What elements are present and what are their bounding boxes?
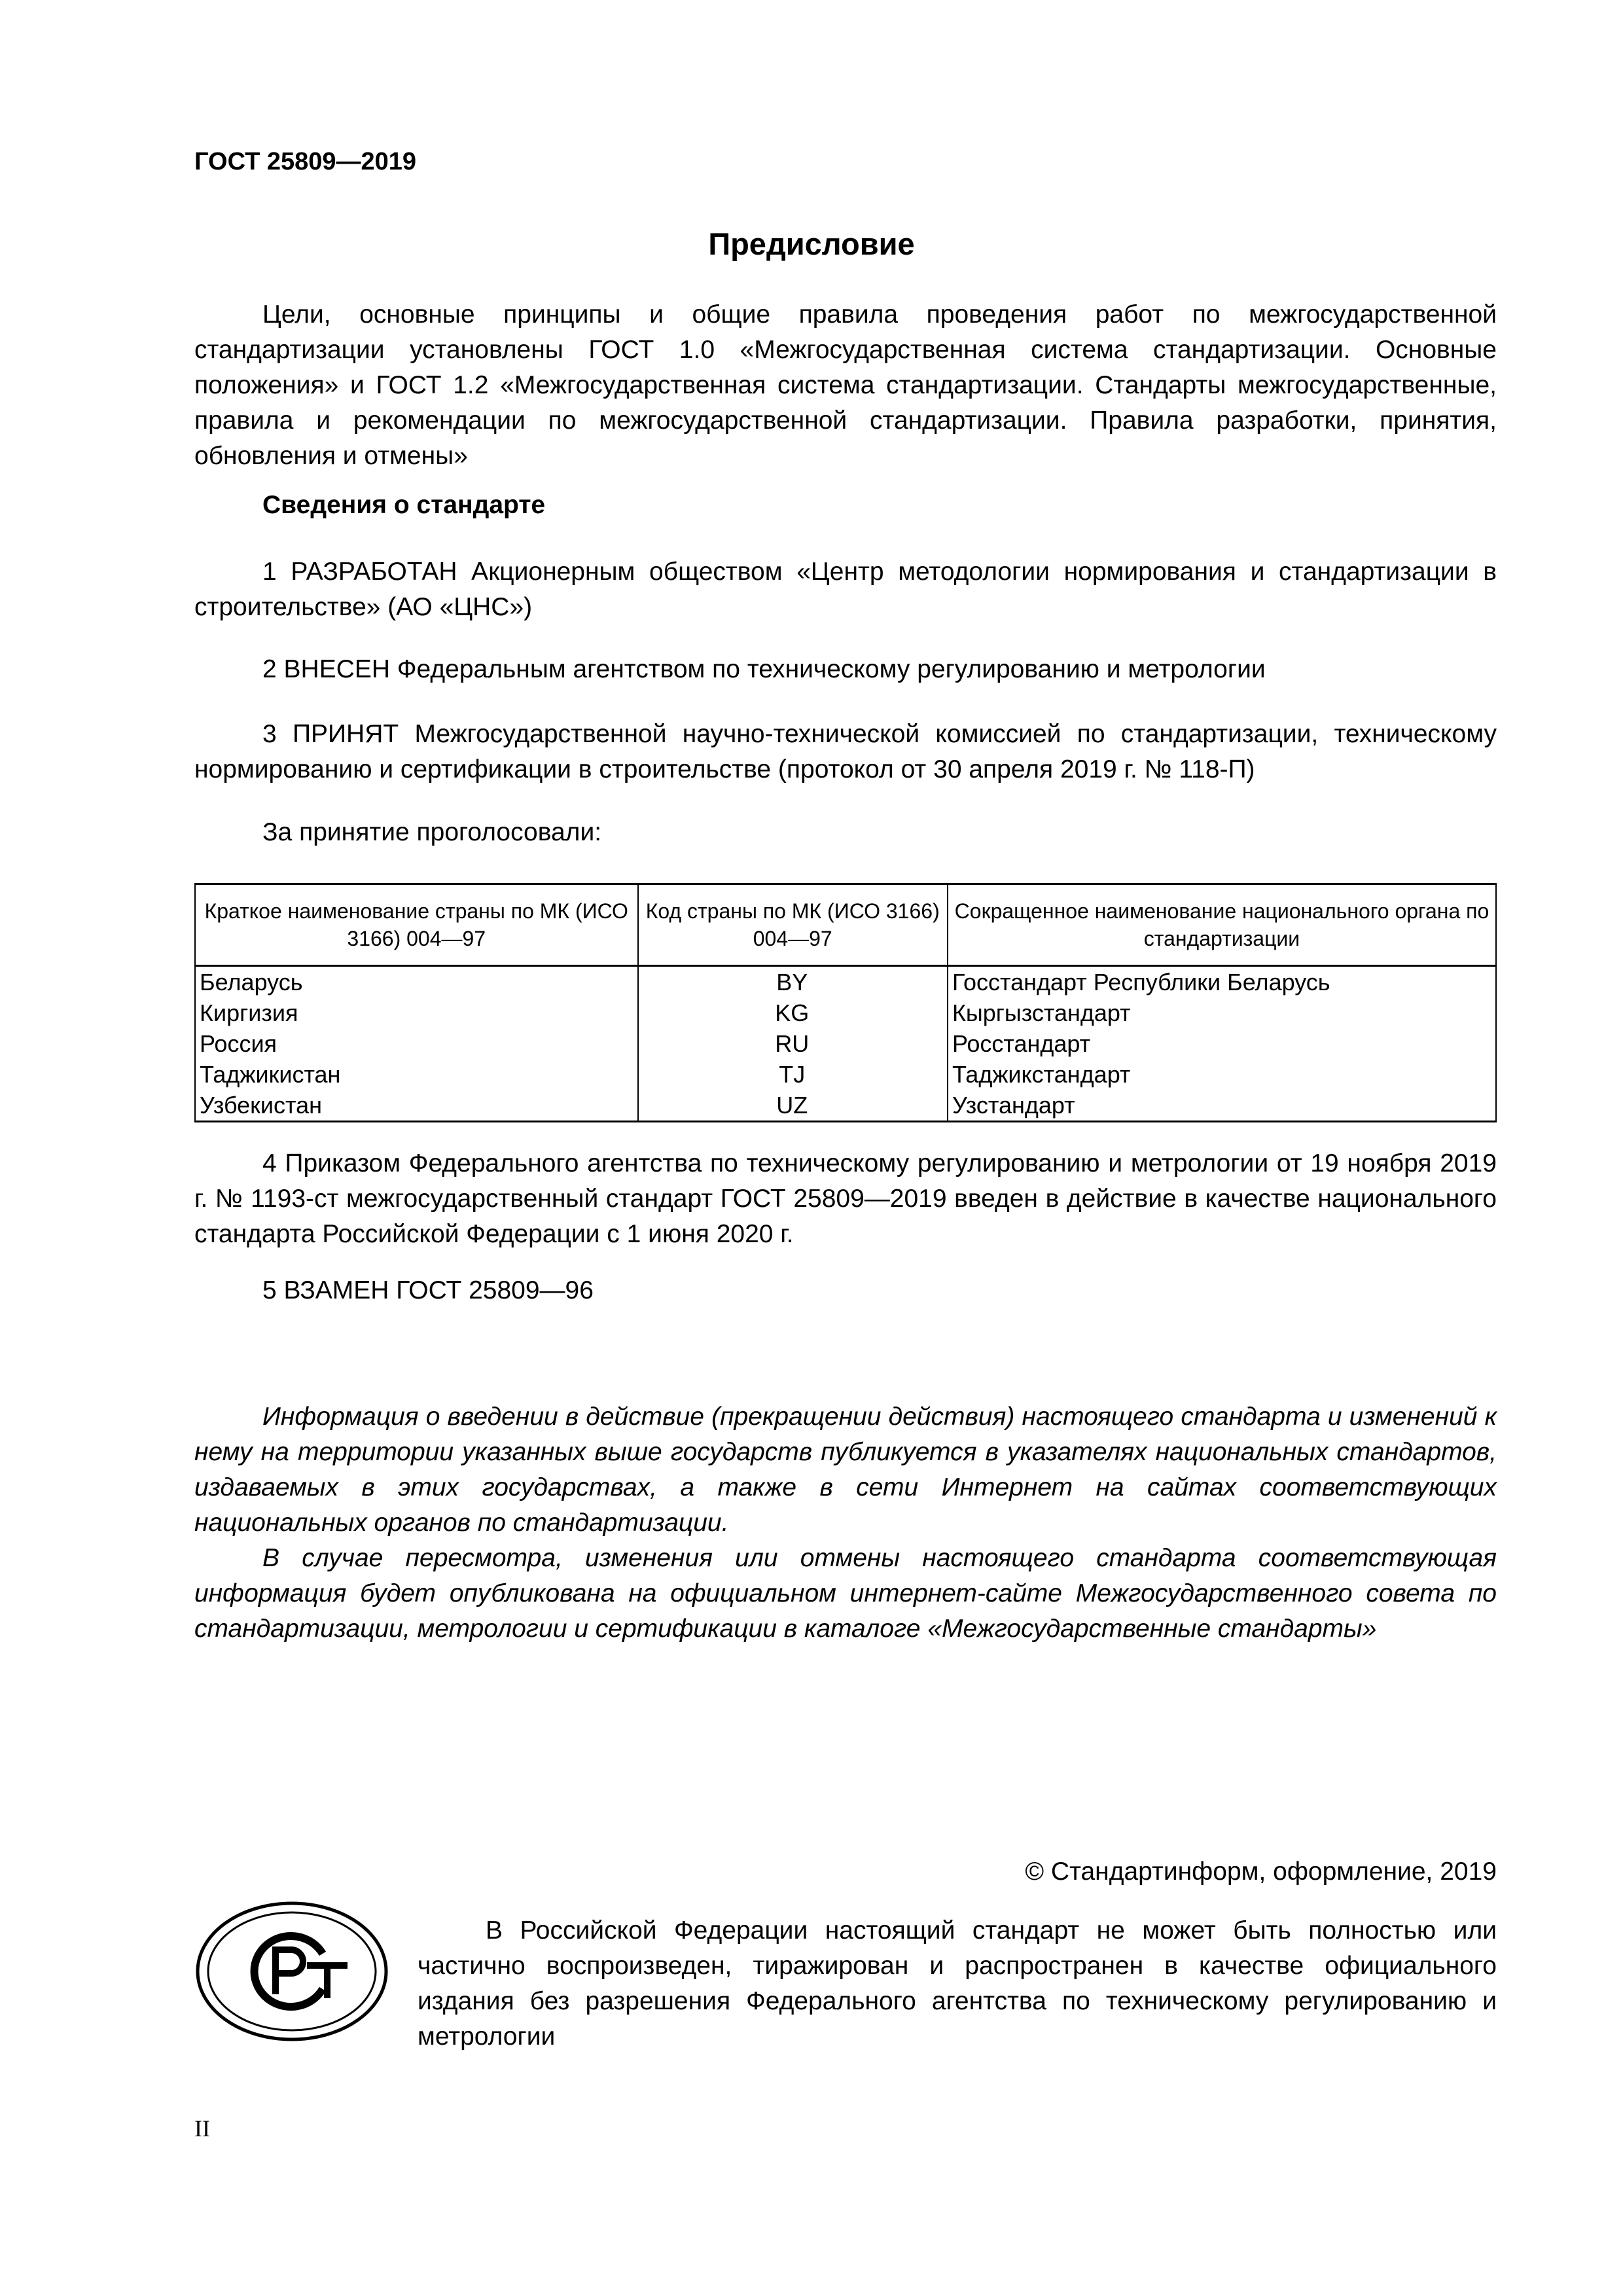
table-cell-code: BY [638,966,948,998]
table-cell-code: UZ [638,1090,948,1122]
table-header-row [195,884,1496,966]
table-cell-code: TJ [638,1059,948,1090]
info-paragraph-2: В случае пересмотра, изменения или отмены настоящего стандарта соответствующая информация будет опубликована на официальном интернет-сайте Межгосударственного совета по стандартизации, метрологии и сертификации в каталоге «Межгосударственные стандарты» [194,1544,1497,1643]
table-cell-country: Россия [195,1028,638,1059]
reproduction-notice: В Российской Федерации настоящий стандарт не может быть полностью или частично воспроизведен, тиражирован и распространен в качестве официального издания без разрешения Федерального агентства по техническому регулированию и метрологии [418,1916,1497,2051]
table-cell-body: Госстандарт Республики Беларусь [948,966,1496,998]
table-cell-country: Киргизия [195,997,638,1028]
table-row [195,997,1496,1028]
table-row [195,1028,1496,1059]
table-cell-country: Узбекистан [195,1090,638,1122]
table-cell-body: Росстандарт [948,1028,1496,1059]
table-cell-country: Таджикистан [195,1059,638,1090]
item-4-order: 4 Приказом Федерального агентства по техническому регулированию и метрологии от 19 ноября 2019 г. № 1193-ст межгосударственный стандарт ГОСТ 25809—2019 введен в действие в качестве национального стандарта Российской Федерации с 1 июня 2020 г. [194,1149,1497,1248]
table-header-body: Сокращенное наименование национального органа по стандартизации [948,884,1496,966]
voting-countries-table [194,883,1497,1122]
table-row [195,1059,1496,1090]
vote-label: За принятие проголосовали: [262,818,602,846]
item-3-adopted: 3 ПРИНЯТ Межгосударственной научно-технической комиссией по стандартизации, техническому нормированию и сертификации в строительстве (протокол от 30 апреля 2019 г. № 118-П) [194,720,1497,783]
table-cell-code: KG [638,997,948,1028]
copyright-line: © Стандартинформ, оформление, 2019 [1025,1857,1497,1886]
item-2-introduced: 2 ВНЕСЕН Федеральным агентством по техническому регулированию и метрологии [262,655,1266,683]
table-header-code: Код страны по МК (ИСО 3166) 004—97 [638,884,948,966]
item-5-replaces: 5 ВЗАМЕН ГОСТ 25809—96 [262,1276,594,1304]
table-cell-body: Кыргызстандарт [948,997,1496,1028]
table-header-country: Краткое наименование страны по МК (ИСО 3166) 004—97 [195,884,638,966]
page-number: II [194,2115,210,2142]
info-paragraph-1: Информация о введении в действие (прекращении действия) настоящего стандарта и изменений к нему на территории указанных выше государств публикуется в указателях национальных стандартов, издаваемых в этих государствах, а также в сети Интернет на сайтах соответствующих национальных органов по стандартизации. [194,1403,1497,1537]
table-cell-country: Беларусь [195,966,638,998]
item-1-developed: 1 РАЗРАБОТАН Акционерным обществом «Центр методологии нормирования и стандартизации в строительстве» (АО «ЦНС») [194,558,1497,621]
table-cell-body: Таджикстандарт [948,1059,1496,1090]
info-block [194,1399,1497,1647]
subheading-standard-info: Сведения о стандарте [262,491,546,519]
intro-paragraph: Цели, основные принципы и общие правила проведения работ по межгосударственной стандартизации установлены ГОСТ 1.0 «Межгосударственная система стандартизации. Основные положения» и ГОСТ 1.2 «Межгосударственная система стандартизации. Стандарты межгосударственные, правила и рекомендации по межгосударственной стандартизации. Правила разработки, принятия, обновления и отмены» [194,300,1497,470]
table-cell-body: Узстандарт [948,1090,1496,1122]
table-row [195,966,1496,998]
document-id-header: ГОСТ 25809—2019 [194,148,417,175]
rst-certification-mark-icon [194,1900,389,2043]
table-cell-code: RU [638,1028,948,1059]
table-row [195,1090,1496,1122]
section-title: Предисловие [708,226,915,261]
